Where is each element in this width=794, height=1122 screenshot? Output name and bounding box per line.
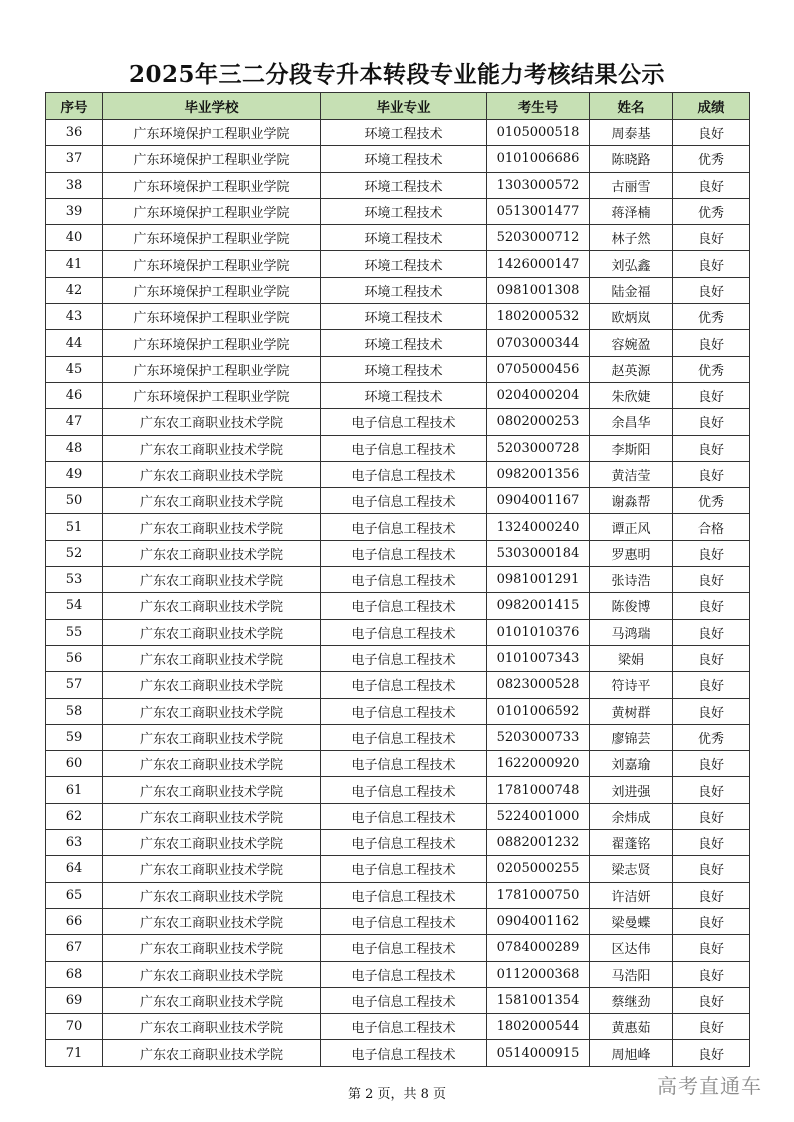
results-table: [45, 92, 750, 1067]
cell-major: 电子信息工程技术: [321, 935, 487, 961]
cell-name: 梁志贤: [590, 856, 673, 882]
cell-name: 刘弘鑫: [590, 251, 673, 277]
cell-result: 良好: [673, 1040, 750, 1066]
cell-major: 环境工程技术: [321, 146, 487, 172]
cell-result: 良好: [673, 172, 750, 198]
cell-name: 陈俊博: [590, 593, 673, 619]
table-row: [46, 908, 750, 934]
cell-name: 余昌华: [590, 409, 673, 435]
cell-school: 广东环境保护工程职业学院: [103, 172, 321, 198]
cell-exam-id: 0705000456: [487, 356, 590, 382]
cell-seq: 68: [46, 961, 103, 987]
cell-major: 电子信息工程技术: [321, 751, 487, 777]
cell-name: 区达伟: [590, 935, 673, 961]
table-row: [46, 672, 750, 698]
cell-seq: 52: [46, 540, 103, 566]
cell-school: 广东农工商职业技术学院: [103, 803, 321, 829]
cell-seq: 39: [46, 198, 103, 224]
cell-seq: 63: [46, 830, 103, 856]
cell-result: 良好: [673, 961, 750, 987]
cell-result: 良好: [673, 382, 750, 408]
table-row: [46, 645, 750, 671]
cell-exam-id: 5303000184: [487, 540, 590, 566]
cell-result: 优秀: [673, 304, 750, 330]
cell-school: 广东环境保护工程职业学院: [103, 356, 321, 382]
cell-major: 电子信息工程技术: [321, 724, 487, 750]
table-row: [46, 619, 750, 645]
cell-school: 广东环境保护工程职业学院: [103, 120, 321, 146]
table-row: [46, 435, 750, 461]
cell-seq: 51: [46, 514, 103, 540]
cell-school: 广东农工商职业技术学院: [103, 856, 321, 882]
table-row: [46, 382, 750, 408]
cell-major: 环境工程技术: [321, 304, 487, 330]
cell-exam-id: 0101007343: [487, 645, 590, 671]
cell-exam-id: 0101006592: [487, 698, 590, 724]
cell-seq: 41: [46, 251, 103, 277]
cell-exam-id: 0204000204: [487, 382, 590, 408]
table-row: [46, 198, 750, 224]
cell-result: 良好: [673, 987, 750, 1013]
cell-result: 良好: [673, 1014, 750, 1040]
cell-major: 电子信息工程技术: [321, 1014, 487, 1040]
cell-exam-id: 1781000748: [487, 777, 590, 803]
cell-name: 翟蓬铭: [590, 830, 673, 856]
cell-result: 良好: [673, 672, 750, 698]
cell-school: 广东农工商职业技术学院: [103, 751, 321, 777]
cell-seq: 60: [46, 751, 103, 777]
cell-exam-id: 0981001291: [487, 567, 590, 593]
cell-school: 广东农工商职业技术学院: [103, 593, 321, 619]
cell-school: 广东环境保护工程职业学院: [103, 304, 321, 330]
table-row: [46, 1014, 750, 1040]
cell-major: 环境工程技术: [321, 356, 487, 382]
table-row: [46, 409, 750, 435]
cell-seq: 54: [46, 593, 103, 619]
watermark: 高考直通车: [657, 1074, 762, 1098]
cell-school: 广东农工商职业技术学院: [103, 619, 321, 645]
cell-major: 电子信息工程技术: [321, 961, 487, 987]
table-header-row: [46, 93, 750, 120]
table-row: [46, 803, 750, 829]
cell-exam-id: 0982001356: [487, 461, 590, 487]
cell-seq: 66: [46, 908, 103, 934]
cell-seq: 43: [46, 304, 103, 330]
cell-major: 电子信息工程技术: [321, 461, 487, 487]
cell-name: 梁曼蝶: [590, 908, 673, 934]
table-row: [46, 304, 750, 330]
cell-school: 广东农工商职业技术学院: [103, 882, 321, 908]
cell-name: 刘嘉瑜: [590, 751, 673, 777]
cell-seq: 56: [46, 645, 103, 671]
cell-seq: 50: [46, 488, 103, 514]
cell-name: 容婉盈: [590, 330, 673, 356]
cell-seq: 42: [46, 277, 103, 303]
cell-name: 陆金福: [590, 277, 673, 303]
table-row: [46, 225, 750, 251]
cell-exam-id: 1324000240: [487, 514, 590, 540]
cell-major: 电子信息工程技术: [321, 540, 487, 566]
cell-exam-id: 5203000733: [487, 724, 590, 750]
cell-seq: 40: [46, 225, 103, 251]
cell-name: 谢淼帮: [590, 488, 673, 514]
cell-major: 电子信息工程技术: [321, 593, 487, 619]
cell-exam-id: 0514000915: [487, 1040, 590, 1066]
cell-school: 广东农工商职业技术学院: [103, 645, 321, 671]
table-row: [46, 830, 750, 856]
cell-school: 广东环境保护工程职业学院: [103, 330, 321, 356]
cell-seq: 36: [46, 120, 103, 146]
cell-seq: 65: [46, 882, 103, 908]
table-row: [46, 488, 750, 514]
cell-major: 电子信息工程技术: [321, 1040, 487, 1066]
cell-exam-id: 0703000344: [487, 330, 590, 356]
cell-major: 电子信息工程技术: [321, 698, 487, 724]
cell-result: 良好: [673, 540, 750, 566]
cell-name: 林子然: [590, 225, 673, 251]
cell-exam-id: 1802000532: [487, 304, 590, 330]
cell-major: 电子信息工程技术: [321, 830, 487, 856]
page-footer: 第 2 页，共 8 页: [347, 1087, 447, 1102]
cell-school: 广东农工商职业技术学院: [103, 567, 321, 593]
table-row: [46, 751, 750, 777]
cell-exam-id: 0882001232: [487, 830, 590, 856]
cell-exam-id: 1426000147: [487, 251, 590, 277]
cell-major: 环境工程技术: [321, 120, 487, 146]
cell-name: 刘进强: [590, 777, 673, 803]
table-row: [46, 146, 750, 172]
cell-name: 古丽雪: [590, 172, 673, 198]
cell-result: 优秀: [673, 724, 750, 750]
table-row: [46, 172, 750, 198]
cell-result: 良好: [673, 409, 750, 435]
cell-name: 罗惠明: [590, 540, 673, 566]
cell-seq: 62: [46, 803, 103, 829]
cell-major: 电子信息工程技术: [321, 514, 487, 540]
cell-major: 电子信息工程技术: [321, 856, 487, 882]
cell-major: 电子信息工程技术: [321, 672, 487, 698]
cell-exam-id: 0513001477: [487, 198, 590, 224]
cell-name: 廖锦芸: [590, 724, 673, 750]
cell-result: 良好: [673, 251, 750, 277]
cell-result: 优秀: [673, 488, 750, 514]
cell-exam-id: 0101006686: [487, 146, 590, 172]
cell-major: 电子信息工程技术: [321, 409, 487, 435]
cell-school: 广东环境保护工程职业学院: [103, 251, 321, 277]
cell-exam-id: 1622000920: [487, 751, 590, 777]
cell-name: 蒋泽楠: [590, 198, 673, 224]
cell-seq: 49: [46, 461, 103, 487]
cell-exam-id: 1303000572: [487, 172, 590, 198]
cell-result: 良好: [673, 908, 750, 934]
cell-name: 符诗平: [590, 672, 673, 698]
table-row: [46, 251, 750, 277]
cell-result: 良好: [673, 698, 750, 724]
cell-result: 良好: [673, 882, 750, 908]
cell-seq: 46: [46, 382, 103, 408]
cell-exam-id: 1781000750: [487, 882, 590, 908]
cell-school: 广东农工商职业技术学院: [103, 1040, 321, 1066]
cell-name: 周旭峰: [590, 1040, 673, 1066]
cell-seq: 45: [46, 356, 103, 382]
table-body: [46, 120, 750, 1067]
cell-exam-id: 0982001415: [487, 593, 590, 619]
cell-exam-id: 1581001354: [487, 987, 590, 1013]
cell-name: 赵英源: [590, 356, 673, 382]
cell-seq: 70: [46, 1014, 103, 1040]
table-row: [46, 882, 750, 908]
table-row: [46, 330, 750, 356]
cell-result: 良好: [673, 830, 750, 856]
cell-name: 张诗浩: [590, 567, 673, 593]
cell-result: 良好: [673, 751, 750, 777]
cell-school: 广东农工商职业技术学院: [103, 724, 321, 750]
table-row: [46, 961, 750, 987]
cell-seq: 48: [46, 435, 103, 461]
cell-name: 朱欣婕: [590, 382, 673, 408]
cell-name: 欧炳岚: [590, 304, 673, 330]
cell-school: 广东农工商职业技术学院: [103, 435, 321, 461]
table-row: [46, 724, 750, 750]
cell-exam-id: 0802000253: [487, 409, 590, 435]
cell-major: 环境工程技术: [321, 251, 487, 277]
cell-school: 广东环境保护工程职业学院: [103, 198, 321, 224]
table-row: [46, 987, 750, 1013]
cell-major: 电子信息工程技术: [321, 619, 487, 645]
cell-name: 马鸿瑞: [590, 619, 673, 645]
cell-exam-id: 0112000368: [487, 961, 590, 987]
table-row: [46, 356, 750, 382]
cell-name: 余炜成: [590, 803, 673, 829]
cell-major: 电子信息工程技术: [321, 777, 487, 803]
cell-school: 广东农工商职业技术学院: [103, 461, 321, 487]
cell-school: 广东农工商职业技术学院: [103, 698, 321, 724]
cell-seq: 47: [46, 409, 103, 435]
header-major: 毕业专业: [321, 93, 487, 120]
cell-result: 良好: [673, 777, 750, 803]
cell-seq: 67: [46, 935, 103, 961]
cell-seq: 61: [46, 777, 103, 803]
cell-exam-id: 0205000255: [487, 856, 590, 882]
cell-result: 合格: [673, 514, 750, 540]
cell-exam-id: 0101010376: [487, 619, 590, 645]
cell-exam-id: 5224001000: [487, 803, 590, 829]
cell-name: 黄洁莹: [590, 461, 673, 487]
cell-major: 电子信息工程技术: [321, 803, 487, 829]
cell-name: 黄树群: [590, 698, 673, 724]
cell-result: 良好: [673, 567, 750, 593]
cell-result: 良好: [673, 330, 750, 356]
cell-major: 环境工程技术: [321, 382, 487, 408]
cell-name: 蔡继劲: [590, 987, 673, 1013]
cell-school: 广东农工商职业技术学院: [103, 409, 321, 435]
cell-name: 谭正风: [590, 514, 673, 540]
table-row: [46, 461, 750, 487]
cell-result: 优秀: [673, 146, 750, 172]
cell-seq: 58: [46, 698, 103, 724]
cell-result: 良好: [673, 435, 750, 461]
cell-seq: 38: [46, 172, 103, 198]
table-row: [46, 935, 750, 961]
cell-result: 良好: [673, 856, 750, 882]
cell-result: 良好: [673, 619, 750, 645]
table-row: [46, 120, 750, 146]
cell-result: 良好: [673, 593, 750, 619]
cell-seq: 55: [46, 619, 103, 645]
cell-major: 电子信息工程技术: [321, 645, 487, 671]
header-seq: 序号: [46, 93, 103, 120]
cell-name: 梁娟: [590, 645, 673, 671]
cell-seq: 37: [46, 146, 103, 172]
cell-school: 广东农工商职业技术学院: [103, 672, 321, 698]
cell-major: 电子信息工程技术: [321, 987, 487, 1013]
header-exam-id: 考生号: [487, 93, 590, 120]
cell-name: 许洁妍: [590, 882, 673, 908]
cell-major: 电子信息工程技术: [321, 488, 487, 514]
table-row: [46, 593, 750, 619]
header-name: 姓名: [590, 93, 673, 120]
cell-name: 马浩阳: [590, 961, 673, 987]
page-title: 2025年三二分段专升本转段专业能力考核结果公示: [128, 61, 665, 88]
cell-result: 良好: [673, 803, 750, 829]
table-row: [46, 777, 750, 803]
cell-result: 良好: [673, 461, 750, 487]
cell-result: 良好: [673, 935, 750, 961]
cell-exam-id: 0823000528: [487, 672, 590, 698]
table-row: [46, 698, 750, 724]
cell-school: 广东环境保护工程职业学院: [103, 146, 321, 172]
cell-major: 电子信息工程技术: [321, 882, 487, 908]
cell-school: 广东农工商职业技术学院: [103, 514, 321, 540]
cell-exam-id: 0981001308: [487, 277, 590, 303]
cell-seq: 57: [46, 672, 103, 698]
cell-name: 黄惠茹: [590, 1014, 673, 1040]
table-row: [46, 856, 750, 882]
cell-school: 广东环境保护工程职业学院: [103, 277, 321, 303]
cell-result: 优秀: [673, 356, 750, 382]
cell-result: 良好: [673, 277, 750, 303]
cell-school: 广东农工商职业技术学院: [103, 488, 321, 514]
cell-school: 广东农工商职业技术学院: [103, 908, 321, 934]
cell-exam-id: 0105000518: [487, 120, 590, 146]
cell-school: 广东农工商职业技术学院: [103, 777, 321, 803]
cell-result: 良好: [673, 120, 750, 146]
table-row: [46, 1040, 750, 1066]
cell-seq: 64: [46, 856, 103, 882]
cell-school: 广东环境保护工程职业学院: [103, 225, 321, 251]
cell-seq: 71: [46, 1040, 103, 1066]
cell-name: 李斯阳: [590, 435, 673, 461]
cell-result: 良好: [673, 225, 750, 251]
cell-exam-id: 5203000728: [487, 435, 590, 461]
cell-school: 广东环境保护工程职业学院: [103, 382, 321, 408]
cell-school: 广东农工商职业技术学院: [103, 961, 321, 987]
cell-school: 广东农工商职业技术学院: [103, 935, 321, 961]
cell-school: 广东农工商职业技术学院: [103, 1014, 321, 1040]
cell-exam-id: 0904001162: [487, 908, 590, 934]
cell-result: 优秀: [673, 198, 750, 224]
cell-result: 良好: [673, 645, 750, 671]
header-school: 毕业学校: [103, 93, 321, 120]
cell-major: 环境工程技术: [321, 330, 487, 356]
cell-major: 电子信息工程技术: [321, 908, 487, 934]
cell-seq: 59: [46, 724, 103, 750]
cell-major: 环境工程技术: [321, 198, 487, 224]
table-row: [46, 514, 750, 540]
table-row: [46, 277, 750, 303]
cell-name: 周泰基: [590, 120, 673, 146]
cell-school: 广东农工商职业技术学院: [103, 540, 321, 566]
cell-major: 环境工程技术: [321, 225, 487, 251]
cell-seq: 53: [46, 567, 103, 593]
cell-seq: 44: [46, 330, 103, 356]
cell-school: 广东农工商职业技术学院: [103, 987, 321, 1013]
cell-exam-id: 0904001167: [487, 488, 590, 514]
table-row: [46, 540, 750, 566]
cell-exam-id: 5203000712: [487, 225, 590, 251]
header-result: 成绩: [673, 93, 750, 120]
cell-name: 陈晓路: [590, 146, 673, 172]
cell-exam-id: 1802000544: [487, 1014, 590, 1040]
cell-school: 广东农工商职业技术学院: [103, 830, 321, 856]
cell-seq: 69: [46, 987, 103, 1013]
table-row: [46, 567, 750, 593]
cell-major: 电子信息工程技术: [321, 435, 487, 461]
cell-major: 环境工程技术: [321, 172, 487, 198]
cell-major: 电子信息工程技术: [321, 567, 487, 593]
cell-exam-id: 0784000289: [487, 935, 590, 961]
cell-major: 环境工程技术: [321, 277, 487, 303]
